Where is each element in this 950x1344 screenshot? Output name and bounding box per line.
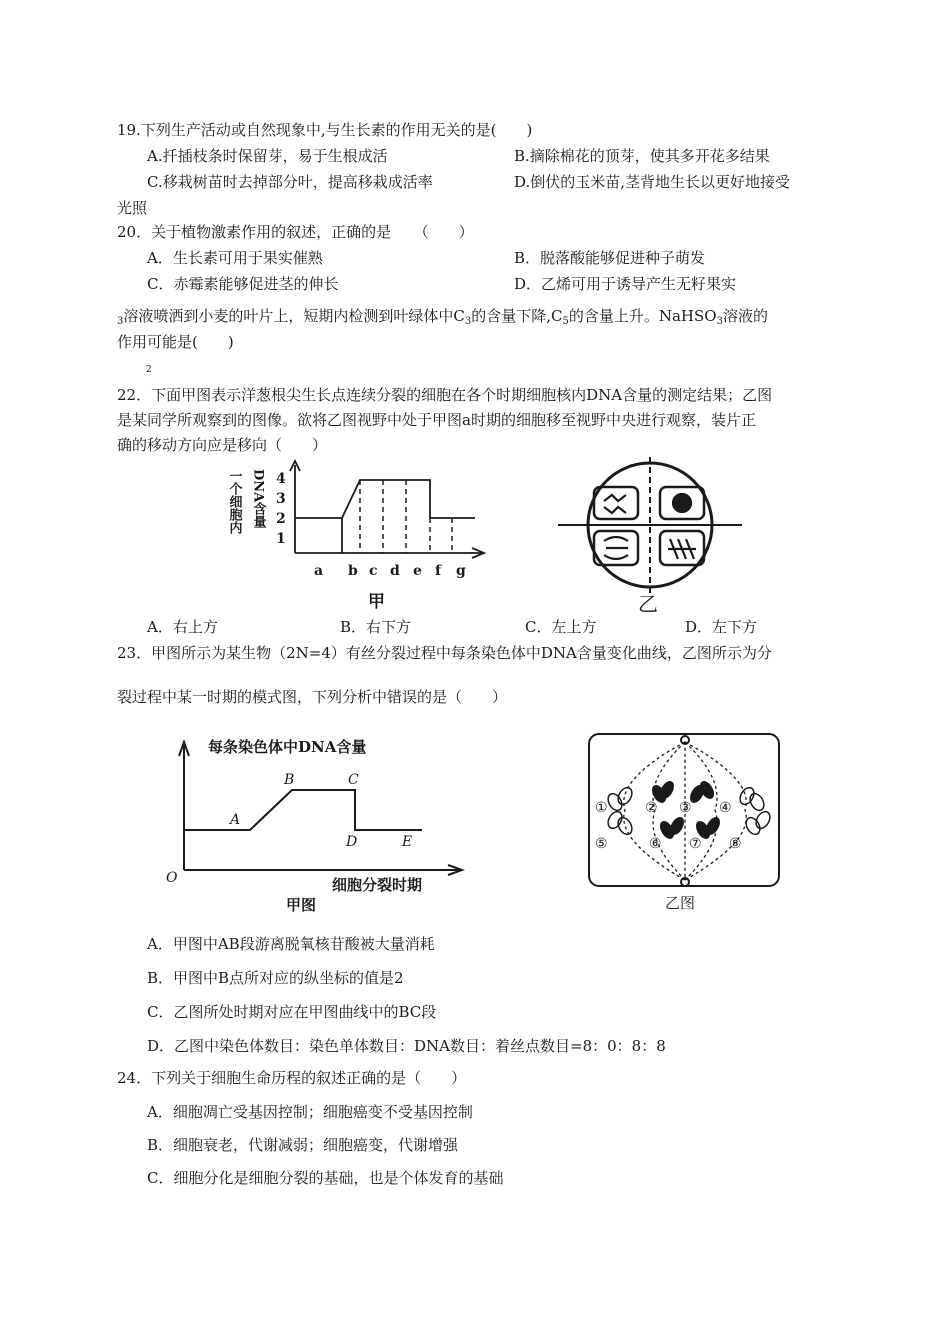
q22-option-c: C．左上方 <box>525 618 597 636</box>
q22-line1: 22．下面甲图表示洋葱根尖生长点连续分裂的细胞在各个时期细胞核内DNA含量的测定结果；乙图 <box>117 386 773 404</box>
q19-option-a: A.扦插枝条时保留芽，易于生根成活 <box>147 147 388 165</box>
xtick-d: d <box>390 563 400 579</box>
q19-stem: 19.下列生产活动或自然现象中,与生长素的作用无关的是( ) <box>117 121 533 139</box>
point-c-label: C <box>348 772 359 788</box>
chromosome-3 <box>688 780 716 805</box>
q23-dna-per-chromosome-graph <box>160 730 480 915</box>
q23-line1: 23．甲图所示为某生物（2N=4）有丝分裂过程中每条染色体中DNA含量变化曲线，乙图所示为分 <box>117 644 772 662</box>
xtick-e: e <box>413 563 422 579</box>
ytick-3: 3 <box>276 491 286 507</box>
q22-line3: 确的移动方向应是移向（ ） <box>117 436 328 454</box>
label-8: ⑧ <box>729 836 742 852</box>
origin-label: O <box>166 870 178 886</box>
label-2: ② <box>645 800 658 816</box>
label-4: ④ <box>719 800 732 816</box>
q22-microscope-field <box>550 455 750 615</box>
label-7: ⑦ <box>689 836 702 852</box>
chromosome-6 <box>658 816 686 841</box>
ytick-4: 4 <box>276 471 286 487</box>
q24-option-c: C．细胞分化是细胞分裂的基础，也是个体发育的基础 <box>147 1169 504 1187</box>
q23-option-c: C．乙图所处时期对应在甲图曲线中的BC段 <box>147 1003 437 1021</box>
label-6: ⑥ <box>649 836 662 852</box>
q19-option-c: C.移栽树苗时去掉部分叶，提高移栽成活率 <box>147 173 433 191</box>
q24-option-a: A．细胞凋亡受基因控制；细胞癌变不受基因控制 <box>147 1103 473 1121</box>
ylabel-col1: DNA含量 <box>250 469 266 529</box>
graph-title: 每条染色体中DNA含量 <box>208 738 367 756</box>
x-title: 细胞分裂时期 <box>332 876 423 894</box>
label-1: ① <box>595 800 608 816</box>
q24-stem: 24．下列关于细胞生命历程的叙述正确的是（ ） <box>117 1069 467 1087</box>
q23-line2: 裂过程中某一时期的模式图，下列分析中错误的是（ ） <box>117 688 508 706</box>
q22-option-a: A．右上方 <box>147 618 218 636</box>
xtick-b: b <box>348 563 358 579</box>
fig-jia-label: 甲 <box>368 592 385 612</box>
xtick-g: g <box>456 563 466 579</box>
q22-option-d: D．左下方 <box>685 618 758 636</box>
fig-yi-label: 乙图 <box>665 894 696 912</box>
label-5: ⑤ <box>595 836 608 852</box>
q22-dna-graph <box>220 455 500 615</box>
q20-option-c: C．赤霉素能够促进茎的伸长 <box>147 275 339 293</box>
q23-mitosis-figure <box>585 730 785 915</box>
q19-option-d: D.倒伏的玉米苗,茎背地生长以更好地接受 <box>514 173 791 191</box>
dna-curve <box>184 790 422 830</box>
xtick-c: c <box>369 563 378 579</box>
q23-option-a: A．甲图中AB段游离脱氧核苷酸被大量消耗 <box>147 935 435 953</box>
ytick-2: 2 <box>276 511 286 527</box>
q20-option-b: B．脱落酸能够促进种子萌发 <box>514 249 706 267</box>
q21-line2: 作用可能是( ) <box>117 333 234 351</box>
cell-top-left <box>594 487 638 519</box>
q20-stem: 20．关于植物激素作用的叙述，正确的是 （ ） <box>117 223 474 241</box>
q23-option-b: B．甲图中B点所对应的纵坐标的值是2 <box>147 969 404 987</box>
point-d-label: D <box>346 834 358 850</box>
q24-option-b: B．细胞衰老，代谢减弱；细胞癌变，代谢增强 <box>147 1136 459 1154</box>
q19-option-d-cont: 光照 <box>117 199 148 217</box>
q19-option-b: B.摘除棉花的顶芽，使其多开花多结果 <box>514 147 770 165</box>
ytick-1: 1 <box>276 531 286 547</box>
xtick-f: f <box>435 563 442 579</box>
q23-option-d: D．乙图中染色体数目：染色单体数目：DNA数目：着丝点数目=8：0：8：8 <box>147 1037 666 1055</box>
xtick-a: a <box>314 563 324 579</box>
chromosome-5 <box>605 809 634 837</box>
point-b-label: B <box>284 772 295 788</box>
chromosome-1 <box>605 785 634 813</box>
label-3: ③ <box>679 800 692 816</box>
fig-yi-label: 乙 <box>638 592 658 615</box>
ylabel-col2: 一个细胞内 <box>226 469 242 534</box>
q20-option-a: A．生长素可用于果实催熟 <box>147 249 323 267</box>
dna-curve <box>295 480 475 518</box>
fig-jia-label: 甲图 <box>286 896 317 914</box>
q22-line2: 是某同学所观察到的图像。欲将乙图视野中处于甲图a时期的细胞移至视野中央进行观察，装片正 <box>117 411 756 429</box>
chromosome-8 <box>743 809 772 837</box>
q21-stray-subscript: 2 <box>146 365 152 375</box>
point-e-label: E <box>402 834 413 850</box>
point-a-label: A <box>230 812 241 828</box>
q21-line1: $_3$溶液喷洒到小麦的叶片上，短期内检测到叶绿体中$C_3$的含量下降$,C_5$的含量上升。NaHSO$_3$溶液的 <box>117 307 768 327</box>
q22-option-b: B．右下方 <box>340 618 412 636</box>
chromosome-4 <box>737 785 766 813</box>
q20-option-d: D．乙烯可用于诱导产生无籽果实 <box>514 275 737 293</box>
